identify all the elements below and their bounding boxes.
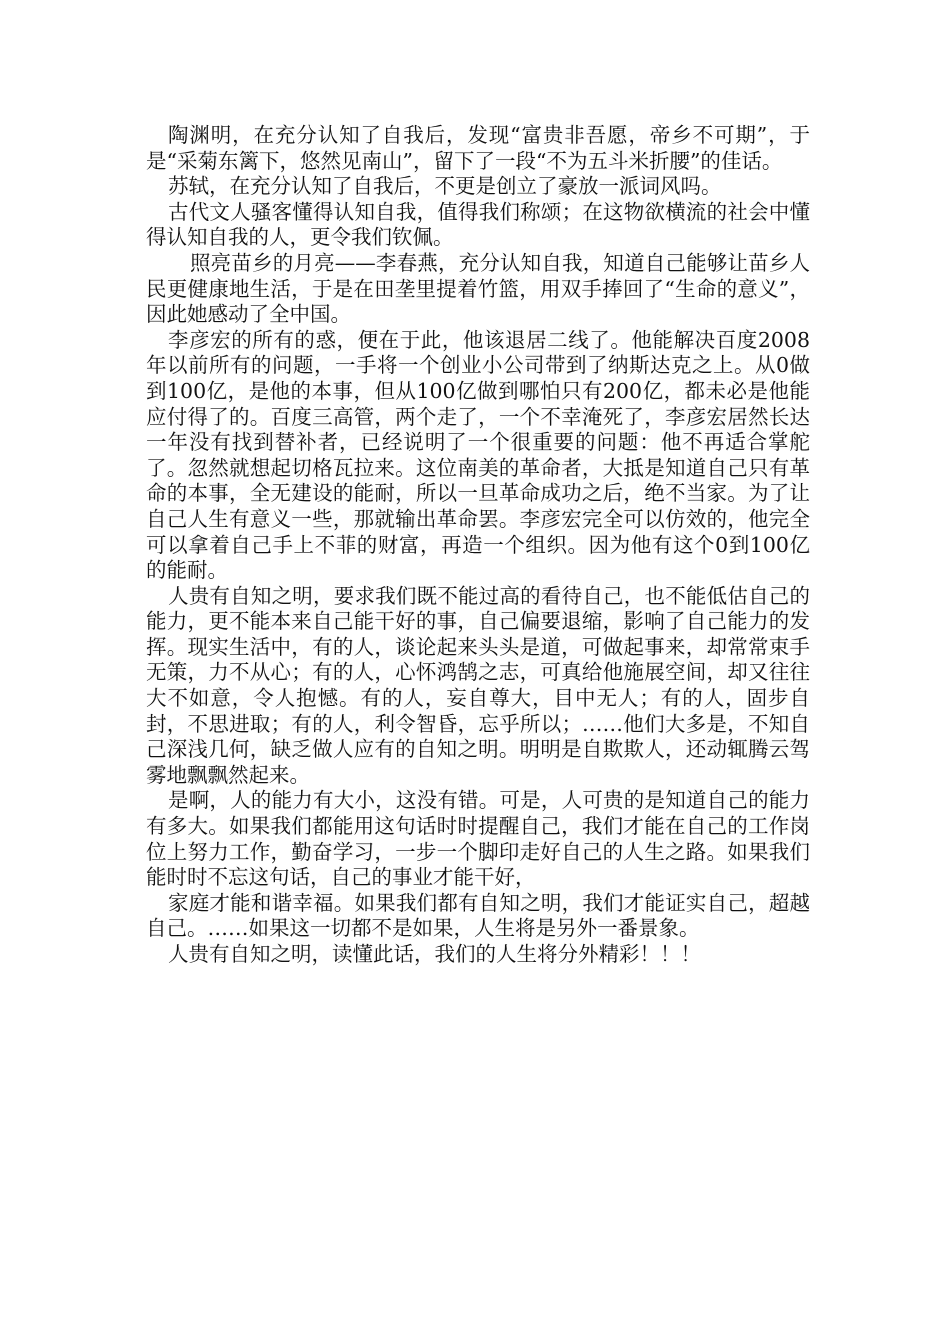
paragraph-ability <box>146 788 810 942</box>
paragraph-ancient-literati: 古代文人骚客懂得认知自我，值得我们称颂；在这物欲横流的社会中懂得认知自我的人，更令我们钦佩。 <box>146 199 810 250</box>
paragraph-self-knowledge: 人贵有自知之明，要求我们既不能过高的看待自己，也不能低估自己的能力，更不能本来自己能干好的事，自己偏要退缩，影响了自己能力的发挥。现实生活中，有的人，谈论起来头头是道，可做起事来，却常常束手无策，力不从心；有的人，心怀鸿鹄之志，可真给他施展空间，却又往往大不如意，令人抱憾。有的人，妄自尊大，目中无人；有的人，固步自封，不思进取；有的人，利令智昏，忘乎所以；……他们大多是，不知自己深浅几何，缺乏做人应有的自知之明。明明是自欺欺人，还动辄腾云驾雾地飘飘然起来。 <box>146 583 810 787</box>
paragraph-su-shi: 苏轼，在充分认知了自我后，不更是创立了豪放一派词风吗。 <box>168 174 722 199</box>
paragraph-li-yanhong: 李彦宏的所有的惑，便在于此，他该退居二线了。他能解决百度2008年以前所有的问题，一手将一个创业小公司带到了纳斯达克之上。从0做到100亿，是他的本事，但从100亿做到哪怕只有200亿，都未必是他能应付得了的。百度三高管，两个走了，一个不幸淹死了，李彦宏居然长达一年没有找到替补者，已经说明了一个很重要的问题：他不再适合掌舵了。忽然就想起切格瓦拉来。这位南美的革命者，大抵是知道自己只有革命的本事，全无建设的能耐，所以一旦革命成功之后，绝不当家。为了让自己人生有意义一些，那就输出革命罢。李彦宏完全可以仿效的，他完全可以拿着自己手上不菲的财富，再造一个组织。因为他有这个0到100亿的能耐。 <box>146 327 810 583</box>
paragraph-tao-yuanming: 陶渊明，在充分认知了自我后，发现“富贵非吾愿，帝乡不可期”，于是“采菊东篱下，悠然见南山”，留下了一段“不为五斗米折腰”的佳话。 <box>146 123 810 173</box>
paragraph-conclusion: 人贵有自知之明，读懂此话，我们的人生将分外精彩！！！ <box>168 942 701 966</box>
paragraph-li-chunyan: 照亮苗乡的月亮——李春燕，充分认知自我，知道自己能够让苗乡人民更健康地生活，于是在田垄里提着竹篮，用双手捧回了“生命的意义”，因此她感动了全中国。 <box>146 250 810 327</box>
document-body <box>146 123 810 968</box>
paragraph-ability-line-2: 家庭才能和谐幸福。如果我们都有自知之明，我们才能证实自己，超越自己。……如果这一切都不是如果，人生将是另外一番景象。 <box>146 890 810 941</box>
paragraph-ability-line-1: 是啊，人的能力有大小，这没有错。可是，人可贵的是知道自己的能力有多大。如果我们都能用这句话时时提醒自己，我们才能在自己的工作岗位上努力工作，勤奋学习，一步一个脚印走好自己的人生之路。如果我们能时时不忘这句话，自己的事业才能干好， <box>146 788 810 890</box>
